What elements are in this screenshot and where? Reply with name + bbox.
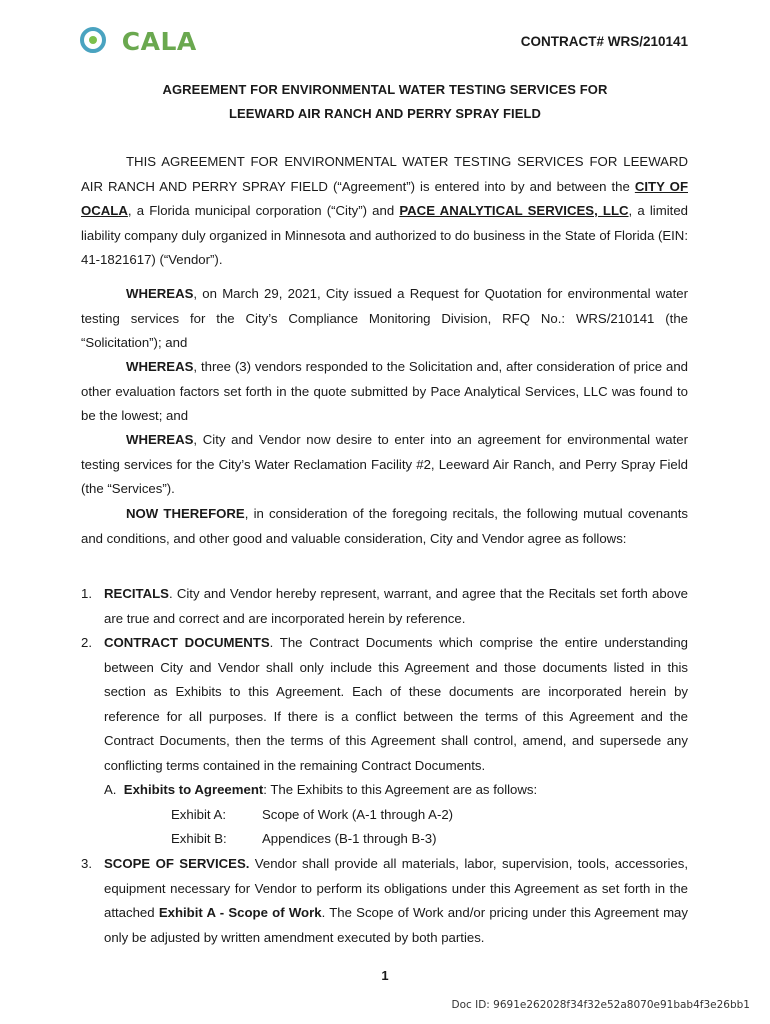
exhibit-b-name: Exhibit B: bbox=[171, 831, 227, 846]
exhibit-a-name: Exhibit A: bbox=[171, 807, 226, 822]
section-1-number: 1. bbox=[81, 586, 92, 601]
title-line-1: AGREEMENT FOR ENVIRONMENTAL WATER TESTING SERVICES FOR bbox=[162, 82, 608, 97]
title-line-2: LEEWARD AIR RANCH AND PERRY SPRAY FIELD bbox=[228, 106, 542, 121]
subsection-a: A. Exhibits to Agreement: The Exhibits to this Agreement are as follows: bbox=[104, 782, 538, 797]
vendor-party: PACE ANALYTICAL SERVICES, LLC bbox=[399, 203, 629, 218]
section-1-recitals: RECITALS. City and Vendor hereby represent, warrant, and agree that the Recitals set forth above are true and correct and are incorporated herein by reference. bbox=[104, 586, 688, 626]
exhibit-b-desc: Appendices (B-1 through B-3) bbox=[262, 831, 437, 846]
section-2-contract-documents: CONTRACT DOCUMENTS. The Contract Documents which comprise the entire understanding between City and Vendor shall only include this Agreement and those documents listed in this section as Exhibits to this Agreement. Each of these documents are incorporated herein by reference for all purposes. If there is a conflict between the terms of this Agreement and the Contract Documents, then the terms of this Agreement shall control, amend, and supersede any conflicting terms contained in the remaining Contract Documents. bbox=[104, 635, 688, 773]
section-3-number: 3. bbox=[81, 856, 92, 871]
page-number: 1 bbox=[381, 968, 389, 983]
whereas-2: WHEREAS, three (3) vendors responded to the Solicitation and, after consideration of price and other evaluation factors set forth in the quote submitted by Pace Analytical Services, LLC was found to be the lowest; and bbox=[81, 359, 688, 423]
now-therefore: NOW THEREFORE, in consideration of the foregoing recitals, the following mutual covenants and conditions, and other good and valuable consideration, City and Vendor agree as follows: bbox=[81, 506, 688, 546]
section-3-scope: SCOPE OF SERVICES. Vendor shall provide all materials, labor, supervision, tools, accessories, equipment necessary for Vendor to perform its obligations under this Agreement as set forth in the attached Exhibit A - Scope of Work. The Scope of Work and/or pricing under this Agreement may only be adjusted by written amendment executed by both parties. bbox=[104, 856, 688, 945]
exhibit-a-desc: Scope of Work (A-1 through A-2) bbox=[262, 807, 454, 822]
exhibit-a-reference: Exhibit A - Scope of Work bbox=[158, 905, 322, 920]
city-party: CITY OF OCALA bbox=[81, 178, 688, 218]
doc-id: Doc ID: 9691e262028f34f32e52a8070e91bab4f3e26bb1 bbox=[451, 999, 750, 1011]
section-2-number: 2. bbox=[81, 635, 92, 650]
intro-paragraph: THIS AGREEMENT FOR ENVIRONMENTAL WATER TESTING SERVICES FOR LEEWARD AIR RANCH AND PERRY SPRAY FIELD (“Agreement”) is entered into by and between the CITY OF OCALA, a Florida municipal corporation (“City”) and PACE ANALYTICAL SERVICES, LLC, a limited liability company duly organized in Minnesota and authorized to do business in the State of Florida (EIN: 41-1821617) (“Vendor”). bbox=[81, 154, 688, 267]
contract-number: CONTRACT# WRS/210141 bbox=[520, 34, 688, 49]
whereas-1: WHEREAS, on March 29, 2021, City issued a Request for Quotation for environmental water testing services for the City’s Compliance Monitoring Division, RFQ No.: WRS/210141 (the “Solicitation”); and bbox=[81, 286, 688, 350]
ocala-logo bbox=[80, 24, 197, 62]
logo-text: CALA bbox=[121, 27, 197, 56]
whereas-3: WHEREAS, City and Vendor now desire to enter into an agreement for environmental water testing services for the City’s Water Reclamation Facility #2, Leeward Air Ranch, and Perry Spray Field (the “Services”). bbox=[81, 432, 688, 496]
